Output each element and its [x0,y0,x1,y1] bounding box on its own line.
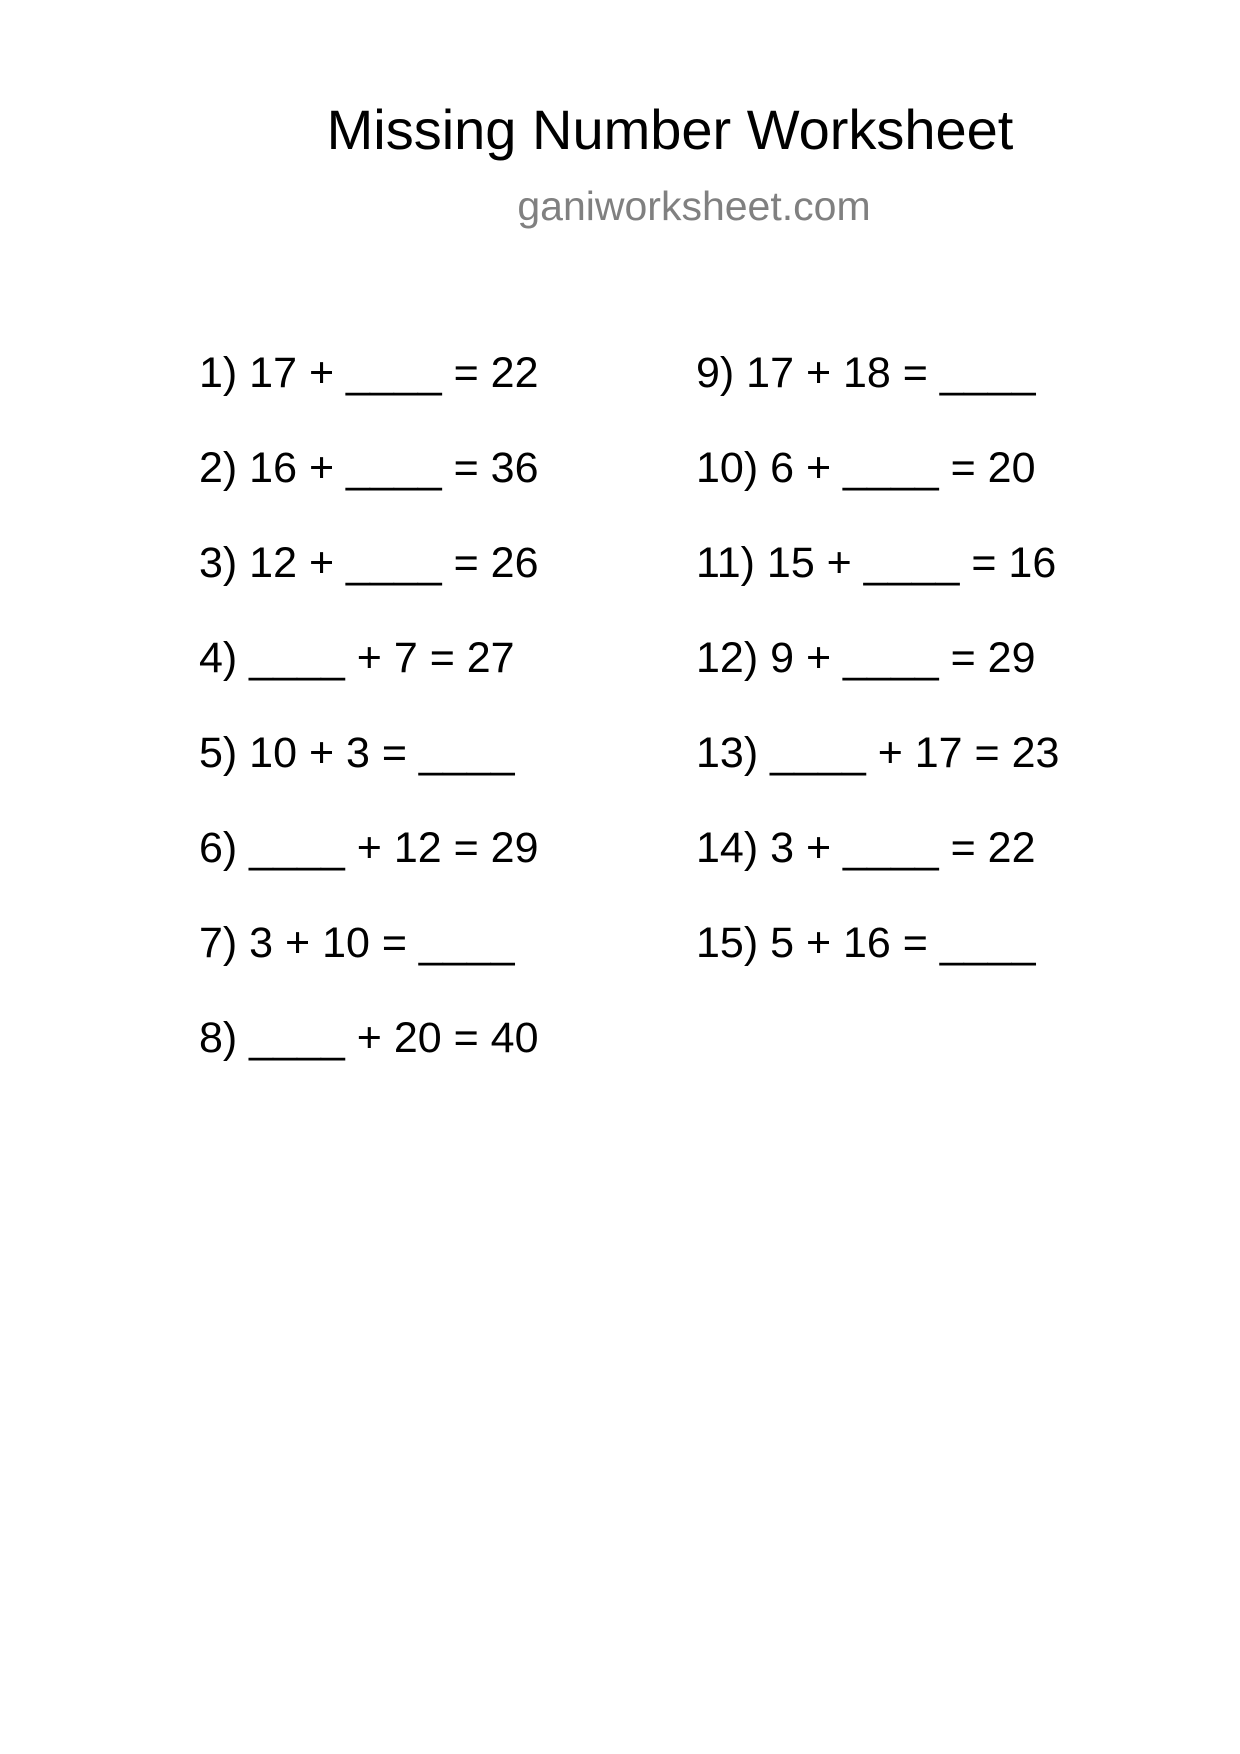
problem-item: 7) 3 + 10 = ____ [199,919,515,967]
page-title: Missing Number Worksheet [326,98,1014,161]
problem-item: 8) ____ + 20 = 40 [199,1014,539,1062]
problem-item: 10) 6 + ____ = 20 [696,444,1036,492]
problem-item: 14) 3 + ____ = 22 [696,824,1036,872]
problem-item: 6) ____ + 12 = 29 [199,824,539,872]
problem-item: 13) ____ + 17 = 23 [696,729,1060,777]
problem-item: 1) 17 + ____ = 22 [199,349,539,397]
problem-item: 3) 12 + ____ = 26 [199,539,539,587]
problem-item: 12) 9 + ____ = 29 [696,634,1036,682]
problem-item: 2) 16 + ____ = 36 [199,444,539,492]
problem-item: 9) 17 + 18 = ____ [696,349,1036,397]
website-label: ganiworksheet.com [517,183,871,229]
problem-item: 15) 5 + 16 = ____ [696,919,1036,967]
problem-item: 5) 10 + 3 = ____ [199,729,515,777]
problem-item: 4) ____ + 7 = 27 [199,634,515,682]
problem-item: 11) 15 + ____ = 16 [696,539,1057,587]
